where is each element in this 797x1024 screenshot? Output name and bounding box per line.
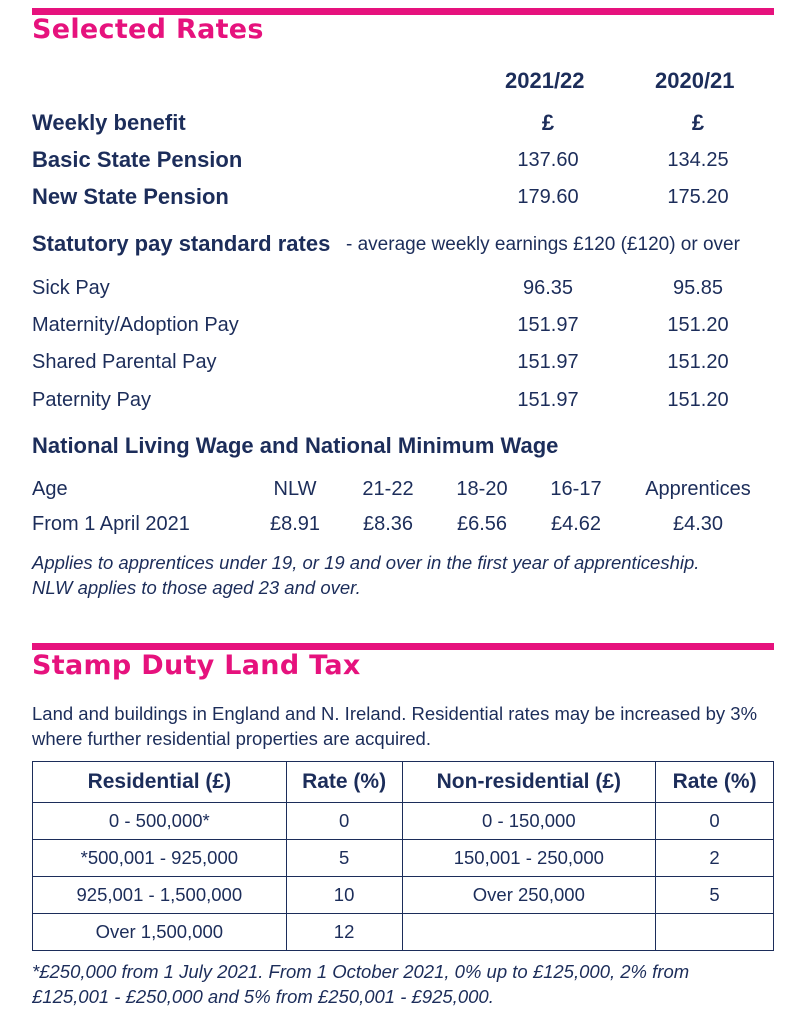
weekly-benefit-label: Weekly benefit [32,110,186,135]
wage-col-nlw: NLW [273,478,317,500]
sdlt-rates-table [32,761,774,951]
sdlt-title: Stamp Duty Land Tax [32,650,361,681]
statutory-row-value-2021: 151.97 [517,351,579,373]
non-residential-rate [656,914,774,951]
statutory-row-value-2021: 96.35 [522,277,574,299]
residential-rate: 10 [286,877,402,914]
pension-value-2021: 137.60 [517,149,579,171]
header-residential-rate: Rate (%) [286,762,402,803]
sdlt-intro-line-2: where further residential properties are acquired. [32,728,431,749]
non-residential-band: 0 - 150,000 [402,803,656,840]
col-header-2021-22: 2021/22 [505,68,585,93]
pension-label: Basic State Pension [32,147,243,172]
wage-note-line-2: NLW applies to those aged 23 and over. [32,577,361,598]
wage-value-18-20: £6.56 [456,513,508,535]
table-row [33,877,774,914]
residential-rate: 5 [286,840,402,877]
pension-label: New State Pension [32,184,229,209]
non-residential-rate: 5 [656,877,774,914]
statutory-pay-note: - average weekly earnings £120 (£120) or over [346,234,740,255]
sdlt-footnote-line-2: £125,001 - £250,000 and 5% from £250,001 - £925,000. [32,986,494,1007]
non-residential-rate: 2 [656,840,774,877]
pension-value-2020: 134.25 [667,149,729,171]
wage-col-21-22: 21-22 [362,478,414,500]
non-residential-rate: 0 [656,803,774,840]
wage-value-21-22: £8.36 [362,513,414,535]
residential-rate: 12 [286,914,402,951]
non-residential-band: Over 250,000 [402,877,656,914]
wage-age-label: Age [32,478,68,500]
sdlt-intro-line-1: Land and buildings in England and N. Ireland. Residential rates may be increased by 3% [32,703,758,724]
sdlt-footnote-line-1: *£250,000 from 1 July 2021. From 1 October 2021, 0% up to £125,000, 2% from [32,961,690,982]
wage-heading: National Living Wage and National Minimum Wage [32,433,559,458]
table-row [33,803,774,840]
section-rule-sdlt [32,643,774,650]
pension-value-2021: 179.60 [517,186,579,208]
residential-band: 0 - 500,000* [33,803,287,840]
wage-value-16-17: £4.62 [550,513,602,535]
statutory-row-value-2020: 151.20 [667,351,729,373]
statutory-row-label: Sick Pay [32,277,110,299]
statutory-pay-heading: Statutory pay standard rates [32,231,331,256]
col-header-2020-21: 2020/21 [655,68,735,93]
pension-value-2020: 175.20 [667,186,729,208]
wage-note-line-1: Applies to apprentices under 19, or 19 and over in the first year of apprenticeship. [32,552,700,573]
header-non-residential: Non-residential (£) [402,762,656,803]
statutory-row-value-2020: 95.85 [672,277,724,299]
wage-row-label: From 1 April 2021 [32,513,190,535]
wage-value-nlw: £8.91 [269,513,321,535]
header-non-residential-rate: Rate (%) [656,762,774,803]
table-row [33,840,774,877]
wage-value-apprentices: £4.30 [672,513,724,535]
residential-band: Over 1,500,000 [33,914,287,951]
residential-rate: 0 [286,803,402,840]
wage-col-16-17: 16-17 [550,478,602,500]
statutory-row-value-2020: 151.20 [667,389,729,411]
table-row [33,914,774,951]
statutory-row-value-2021: 151.97 [517,314,579,336]
header-residential: Residential (£) [33,762,287,803]
statutory-row-value-2021: 151.97 [517,389,579,411]
statutory-row-label: Paternity Pay [32,389,151,411]
selected-rates-title: Selected Rates [32,14,264,45]
residential-band: *500,001 - 925,000 [33,840,287,877]
residential-band: 925,001 - 1,500,000 [33,877,287,914]
wage-col-apprentices: Apprentices [645,478,751,500]
statutory-row-label: Shared Parental Pay [32,351,217,373]
non-residential-band: 150,001 - 250,000 [402,840,656,877]
wage-col-18-20: 18-20 [456,478,508,500]
weekly-benefit-unit-2020: £ [691,110,705,135]
non-residential-band [402,914,656,951]
statutory-row-label: Maternity/Adoption Pay [32,314,239,336]
statutory-row-value-2020: 151.20 [667,314,729,336]
weekly-benefit-unit-2021: £ [541,110,555,135]
table-header-row [33,762,774,803]
